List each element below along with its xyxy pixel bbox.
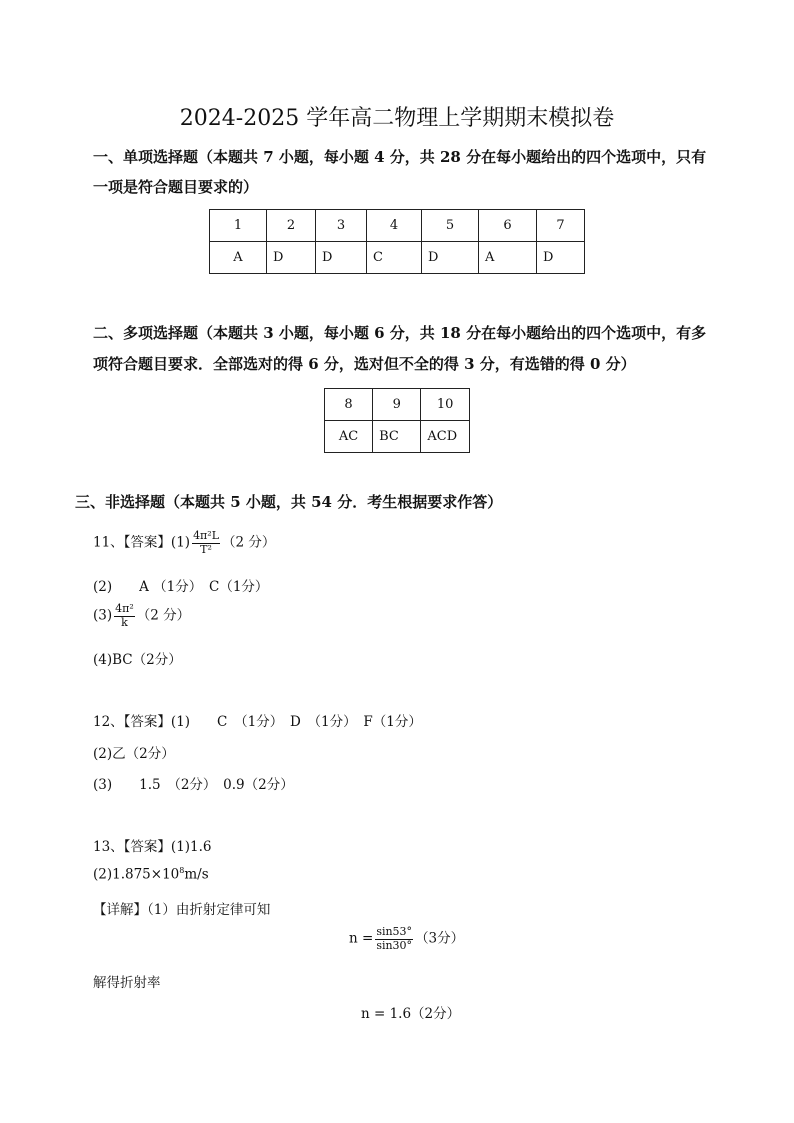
q11-answer-line2: (2) A （1分） C（1分） — [93, 579, 269, 595]
q13-detail-heading: 【详解】（1）由折射定律可知 — [93, 902, 271, 918]
question-number-cell: 6 — [479, 210, 537, 242]
q13-answer-line1: 13、【答案】(1)1.6 — [93, 839, 212, 855]
q13-answer-line2 — [93, 866, 209, 883]
q13-eq1-fraction — [375, 926, 413, 952]
question-number-cell: 1 — [210, 210, 267, 242]
answer-cell: BC — [373, 421, 421, 453]
answer-cell: C — [367, 242, 422, 274]
q13-result-equation: n = 1.6（2分） — [361, 1006, 461, 1022]
question-number-cell: 3 — [316, 210, 367, 242]
section3-heading: 三、非选择题（本题共 5 小题，共 54 分．考生根据要求作答） — [75, 493, 503, 511]
q11-line1-prefix: 11、【答案】(1) — [93, 534, 191, 551]
table-row — [325, 389, 470, 421]
q13-eq1-lhs: n = — [349, 930, 374, 947]
q11-formula-fraction-2 — [114, 603, 135, 629]
answer-cell: AC — [325, 421, 373, 453]
question-number-cell: 8 — [325, 389, 373, 421]
q13-eq1-denominator: sin30° — [376, 938, 413, 952]
multiple-choice-answer-table — [324, 388, 470, 453]
q11-fraction2-denominator: k — [121, 615, 128, 629]
section1-heading-line1: 一、单项选择题（本题共 7 小题，每小题 4 分，共 28 分在每小题给出的四个选项中，只有 — [93, 148, 707, 166]
table-row — [210, 210, 585, 242]
q11-line1-score: （2 分） — [222, 534, 276, 551]
q12-answer-line2: (2)乙（2分） — [93, 746, 175, 762]
q11-fraction2-numerator: 4π² — [115, 602, 134, 615]
q11-fraction-denominator: T² — [200, 542, 212, 556]
page-title: 2024-2025 学年高二物理上学期期末模拟卷 — [179, 106, 615, 131]
answer-cell: A — [479, 242, 537, 274]
question-number-cell: 2 — [267, 210, 316, 242]
q11-fraction-numerator: 4π²L — [193, 529, 220, 542]
answer-cell: ACD — [421, 421, 470, 453]
q13-line2-exponent: 8 — [179, 866, 185, 875]
section1-heading-line2: 一项是符合题目要求的） — [93, 178, 259, 196]
q13-line2-main: (2)1.875×10 — [93, 866, 180, 883]
table-row — [325, 421, 470, 453]
q13-solve-text: 解得折射率 — [93, 975, 161, 991]
q13-line2-unit: m/s — [184, 866, 209, 883]
answer-cell: D — [537, 242, 585, 274]
q12-answer-line3: (3) 1.5 （2分） 0.9（2分） — [93, 777, 294, 793]
q13-eq1-score: （3分） — [415, 930, 465, 947]
q11-formula-fraction — [192, 530, 220, 556]
answer-cell: D — [316, 242, 367, 274]
table-row — [210, 242, 585, 274]
q13-eq1-numerator: sin53° — [376, 925, 413, 938]
q13-refraction-equation — [349, 926, 464, 952]
q11-line3-prefix: (3) — [93, 607, 113, 624]
single-choice-answer-table — [209, 209, 585, 274]
answer-cell: D — [422, 242, 479, 274]
question-number-cell: 5 — [422, 210, 479, 242]
q11-answer-line3 — [93, 603, 190, 629]
q12-answer-line1: 12、【答案】(1) C （1分） D （1分） F（1分） — [93, 714, 422, 730]
q11-line3-score: （2 分） — [136, 607, 191, 624]
question-number-cell: 4 — [367, 210, 422, 242]
question-number-cell: 7 — [537, 210, 585, 242]
question-number-cell: 9 — [373, 389, 421, 421]
question-number-cell: 10 — [421, 389, 470, 421]
section2-heading-line2: 项符合题目要求．全部选对的得 6 分，选对但不全的得 3 分，有选错的得 0 分） — [93, 355, 636, 373]
section2-heading-line1: 二、多项选择题（本题共 3 小题，每小题 6 分，共 18 分在每小题给出的四个选项中，有多 — [93, 324, 707, 342]
q11-answer-line1 — [93, 530, 275, 556]
answer-cell: D — [267, 242, 316, 274]
answer-cell: A — [210, 242, 267, 274]
q11-answer-line4: (4)BC（2分） — [93, 652, 182, 668]
